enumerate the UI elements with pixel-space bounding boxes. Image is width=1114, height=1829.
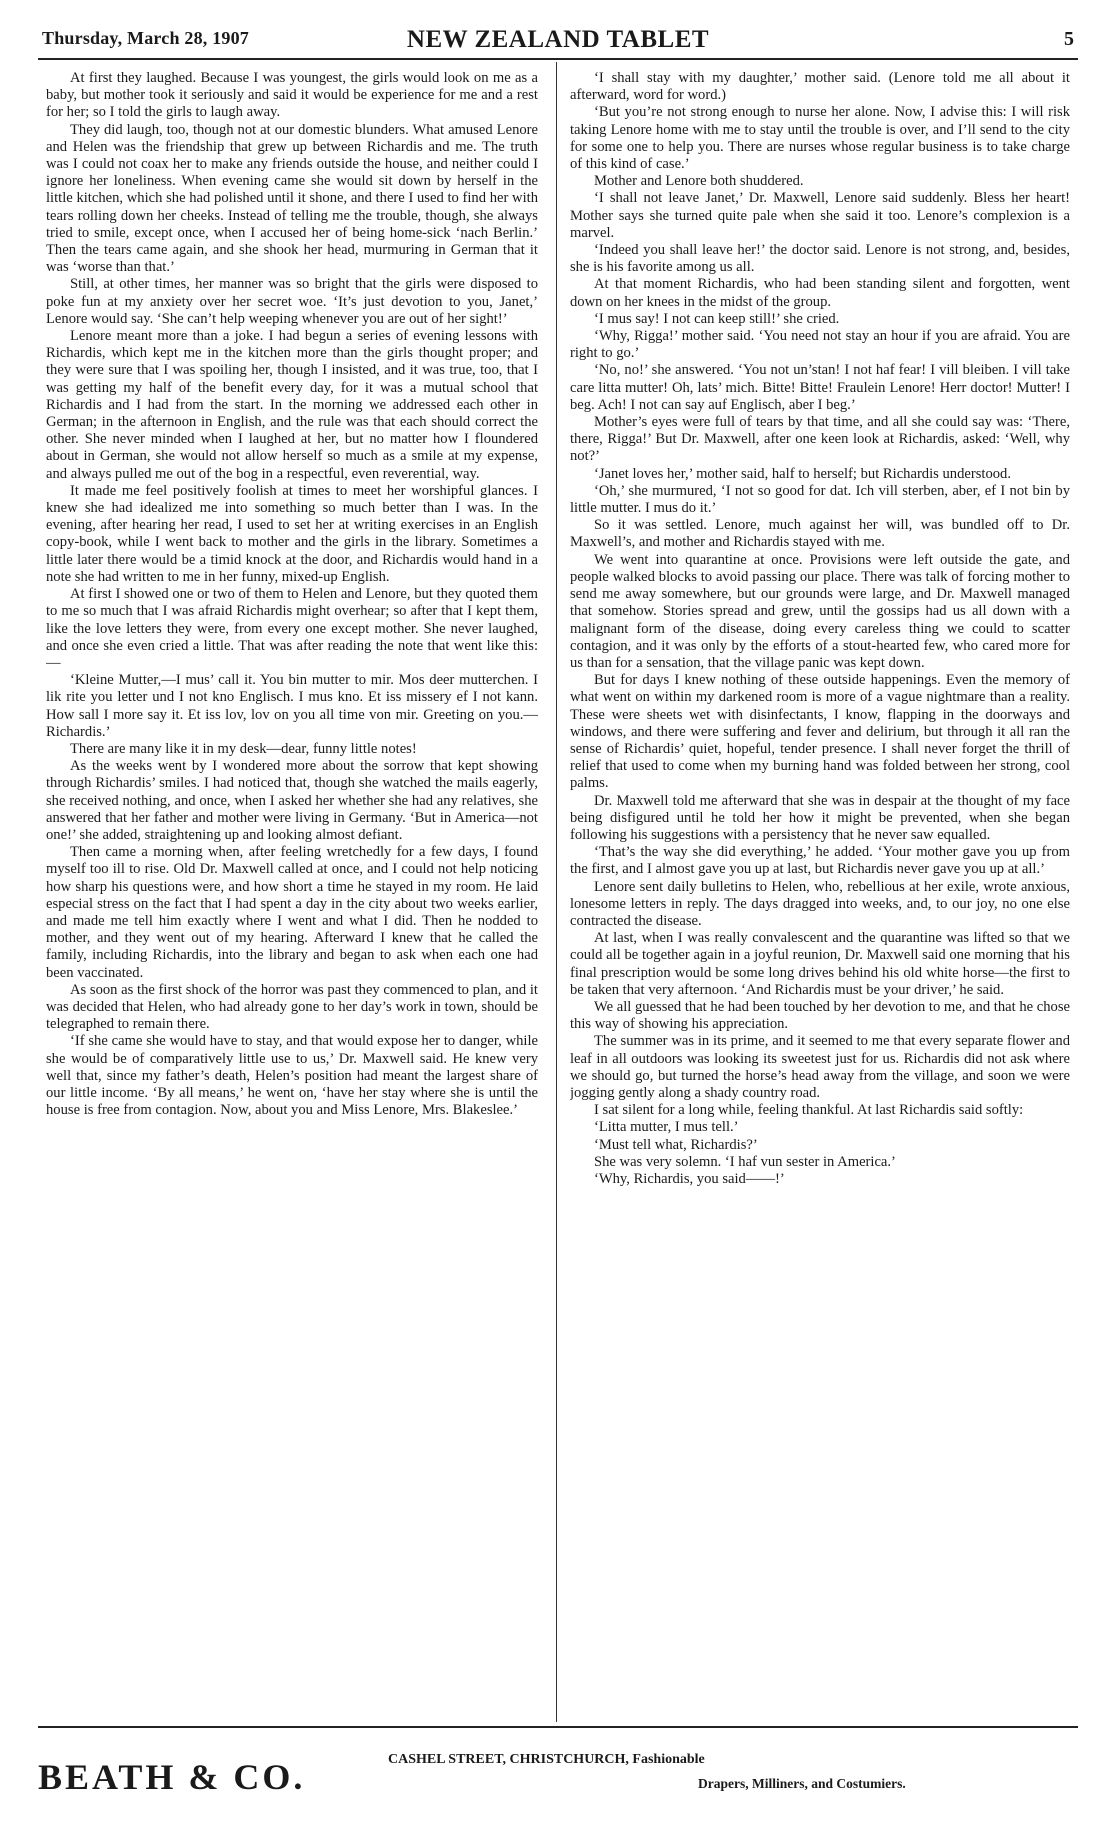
column-divider <box>556 62 557 1722</box>
paragraph: At last, when I was really convalescent and the quarantine was lifted so that we could all be together again in a joyful reunion, Dr. Maxwell said one morning that his final prescription would be some long drives behind his old white horse—the first to be taken that very afternoon. ‘And Richardis must be your driver,’ he said. <box>570 930 1070 998</box>
paragraph: I sat silent for a long while, feeling thankful. At last Richardis said softly: <box>594 1102 1024 1119</box>
paragraph: Mother and Lenore both shuddered. <box>594 173 804 190</box>
paragraph: There are many like it in my desk—dear, funny little notes! <box>70 740 417 757</box>
paragraph: It made me feel positively foolish at times to meet her worshipful glances. I knew she had idealized me into something so much better than I was. In the evening, after hearing her read, I used to set her at writing exercises in an English copy-book, while I went back to mother and the girls in the library. Sometimes a little later there would be a timid knock at the door, and Richardis would hand in a note she had written to me in her funny, mixed-up English. <box>46 482 538 585</box>
page-header <box>38 18 1078 58</box>
paragraph: At first they laughed. Because I was youngest, the girls would look on me as a baby, but mother took it seriously and said it would be experience for me and a rest for her; so I told the girls to laugh away. <box>46 70 538 121</box>
paragraph: ‘Kleine Mutter,—I mus’ call it. You bin mutter to mir. Mos deer mutterchen. I lik rite you letter und I not kno Englisch. I mus kno. Et iss missery ef I not kann. How sall I more say it. Et iss lov, lov on you all time von mir. Greeting on you.—Richardis.’ <box>46 672 538 740</box>
paragraph: They did laugh, too, though not at our domestic blunders. What amused Lenore and Helen was the friendship that grew up between Richardis and me. The truth was I could not coax her to make any friends outside the house, and neither could I ignore her loneliness. When evening came she would sit down by herself in the little kitchen, which she had polished until it shone, and there I used to find her with tears rolling down her cheeks. Instead of telling me the trouble, though, she always tried to smile, except once, when I accused her of being home-sick ‘nach Berlin.’ Then the tears came again, and she shook her head, murmuring in German that it was ‘worse than that.’ <box>46 121 538 276</box>
advertiser-trade: Drapers, Milliners, and Costumiers. <box>698 1776 906 1791</box>
page-number: 5 <box>1064 28 1074 50</box>
advertisement-footer <box>38 1734 1078 1814</box>
header-rule <box>38 58 1078 60</box>
left-column <box>46 70 538 1720</box>
paragraph: So it was settled. Lenore, much against her will, was bundled off to Dr. Maxwell’s, and mother and Richardis stayed with me. <box>570 517 1070 551</box>
paragraph: As the weeks went by I wondered more about the sorrow that kept showing through Richardis’ smiles. I had noticed that, though she watched the mails eagerly, she received nothing, and once, when I asked her whether she had any relatives, she answered that her father and mother were living in Germany. ‘But in America—not one!’ she added, straightening up and looking almost defiant. <box>46 758 538 843</box>
paragraph: Still, at other times, her manner was so bright that the girls were disposed to poke fun at my anxiety over her secret woe. ‘It’s just devotion to you, Janet,’ Lenore would say. ‘She can’t help weeping whenever you are out of her sight!’ <box>46 276 538 327</box>
paragraph: Mother’s eyes were full of tears by that time, and all she could say was: ‘There, there, Rigga!’ But Dr. Maxwell, after one keen look at Richardis, asked: ‘Well, why not?’ <box>570 414 1070 465</box>
paragraph: ‘That’s the way she did everything,’ he added. ‘Your mother gave you up from the first, and I almost gave you up at last, but Richardis never gave you up at all.’ <box>570 844 1070 878</box>
paragraph: The summer was in its prime, and it seemed to me that every separate flower and leaf in all outdoors was looking its sweetest just for us. Richardis did not ask where we should go, but turned the horse’s head away from the village, and soon we were jogging gently along a shady country road. <box>570 1033 1070 1101</box>
paragraph: ‘I shall stay with my daughter,’ mother said. (Lenore told me all about it afterward, word for word.) <box>570 70 1070 104</box>
paragraph: But for days I knew nothing of these outside happenings. Even the memory of what went on within my darkened room is more of a vague nightmare than a reality. These were sheets wet with disinfectants, I know, flapping in the doorways and windows, and there were suffering and fever and delirium, but through it all ran the sense of Richardis’ quiet, hopeful, tender presence. I shall never forget the thrill of relief that used to come when my burning hand was folded between her strong, cool palms. <box>570 672 1070 792</box>
paragraph: ‘I shall not leave Janet,’ Dr. Maxwell, Lenore said suddenly. Bless her heart! Mother says she turned quite pale when she said it too. Lenore’s complexion is a marvel. <box>570 190 1070 241</box>
paragraph: Dr. Maxwell told me afterward that she was in despair at the thought of my face being disfigured until he told her how it might be prevented, when she began following his suggestions with a persistency that he never saw equalled. <box>570 792 1070 843</box>
right-column <box>570 70 1070 1720</box>
advertiser-address: CASHEL STREET, CHRISTCHURCH, Fashionable <box>388 1752 705 1767</box>
newspaper-title: NEW ZEALAND TABLET <box>406 26 710 53</box>
paragraph: We went into quarantine at once. Provisions were left outside the gate, and people walked blocks to avoid passing our place. There was talk of forcing mother to send me away somewhere, but our grounds were large, and Dr. Maxwell managed that somehow. Stories spread and grew, until the gossips had us all down with a malignant form of the disease, doing every careless thing we could to scatter contagion, and it was only by the efforts of a stout-hearted few, who cared more for us than for a sensation, that the village panic was kept down. <box>570 551 1070 671</box>
paragraph: Then came a morning when, after feeling wretchedly for a few days, I found myself too ill to rise. Old Dr. Maxwell called at once, and I could not help noticing how sharp his questions were, and how short a time he stayed in my room. He laid especial stress on the fact that I had spent a day in the city about two weeks earlier, and made me tell him exactly where I went and what I did. Then he nodded to mother, and they went out of my hearing. Afterward I knew that he called the family, including Richardis, into the library and began to ask when each one had been vaccinated. <box>46 844 538 981</box>
paragraph: She was very solemn. ‘I haf vun sester in America.’ <box>594 1153 896 1170</box>
paragraph: At first I showed one or two of them to Helen and Lenore, but they quoted them to me so much that I was afraid Richardis might overhear; so after that I kept them, like the love letters they were, from every one except mother. She never laughed, and once she even cried a little. That was after reading the note that went like this:— <box>46 586 538 671</box>
paragraph: ‘Why, Rigga!’ mother said. ‘You need not stay an hour if you are afraid. You are right to go.’ <box>570 328 1070 362</box>
issue-date: Thursday, March 28, 1907 <box>42 28 249 48</box>
advertiser-name: BEATH & CO. <box>38 1757 306 1797</box>
paragraph: ‘I mus say! I not can keep still!’ she cried. <box>594 310 840 327</box>
paragraph: ‘If she came she would have to stay, and that would expose her to danger, while she would be of comparatively little use to us,’ Dr. Maxwell said. He knew very well that, since my father’s death, Helen’s position had meant the largest share of our little income. ‘By all means,’ he went on, ‘have her stay where she is until the house is free from contagion. Now, about you and Miss Lenore, Mrs. Blakeslee.’ <box>46 1033 538 1119</box>
paragraph: ‘Why, Richardis, you said——!’ <box>594 1171 785 1187</box>
paragraph: At that moment Richardis, who had been standing silent and forgotten, went down on her knees in the midst of the group. <box>570 276 1070 310</box>
paragraph: Lenore sent daily bulletins to Helen, who, rebellious at her exile, wrote anxious, lonesome letters in reply. The days dragged into weeks, and, to our joy, no one else contracted the disease. <box>570 878 1070 929</box>
paragraph: Lenore meant more than a joke. I had begun a series of evening lessons with Richardis, which kept me in the kitchen more than the girls thought proper; and they were sure that I was spoiling her, though I insisted, and it was true, too, that I was getting my half of the benefit every day, for it was a mutual school that Richardis and I had from the start. In the morning we addressed each other in German; in the afternoon in English, and the rule was that each should correct the other. She never minded when I laughed at her, but no matter how I floundered about in German, she would not allow herself so much as a smile at my expense, and always pulled me out of the bog in a respectful, even reverential, way. <box>46 328 538 482</box>
paragraph: ‘But you’re not strong enough to nurse her alone. Now, I advise this: I will risk taking Lenore home with me to stay until the trouble is over, and I’ll send to the city for some one to help you. There are nurses whose regular business is to take charge of this kind of case.’ <box>570 104 1070 173</box>
paragraph: ‘Oh,’ she murmured, ‘I not so good for dat. Ich vill sterben, aber, ef I not bin by little mutter. I mus do it.’ <box>570 482 1070 517</box>
footer-rule <box>38 1726 1078 1728</box>
paragraph: ‘Indeed you shall leave her!’ the doctor said. Lenore is not strong, and, besides, she is his favorite among us all. <box>570 242 1070 276</box>
paragraph: ‘No, no!’ she answered. ‘You not un’stan! I not haf fear! I vill bleiben. I vill take care litta mutter! Oh, lats’ mich. Bitte! Bitte! Fraulein Lenore! Herr doctor! Mutter! I beg. Ach! I not can say auf Englisch, aber I beg.’ <box>570 362 1070 413</box>
paragraph: ‘Janet loves her,’ mother said, half to herself; but Richardis understood. <box>594 465 1011 482</box>
paragraph: As soon as the first shock of the horror was past they commenced to plan, and it was decided that Helen, who had already gone to her day’s work in town, should be telegraphed to remain there. <box>46 981 538 1033</box>
paragraph: ‘Must tell what, Richardis?’ <box>594 1136 758 1153</box>
paragraph: We all guessed that he had been touched by her devotion to me, and that he chose this way of showing his appreciation. <box>570 998 1070 1033</box>
paragraph: ‘Litta mutter, I mus tell.’ <box>594 1119 739 1136</box>
